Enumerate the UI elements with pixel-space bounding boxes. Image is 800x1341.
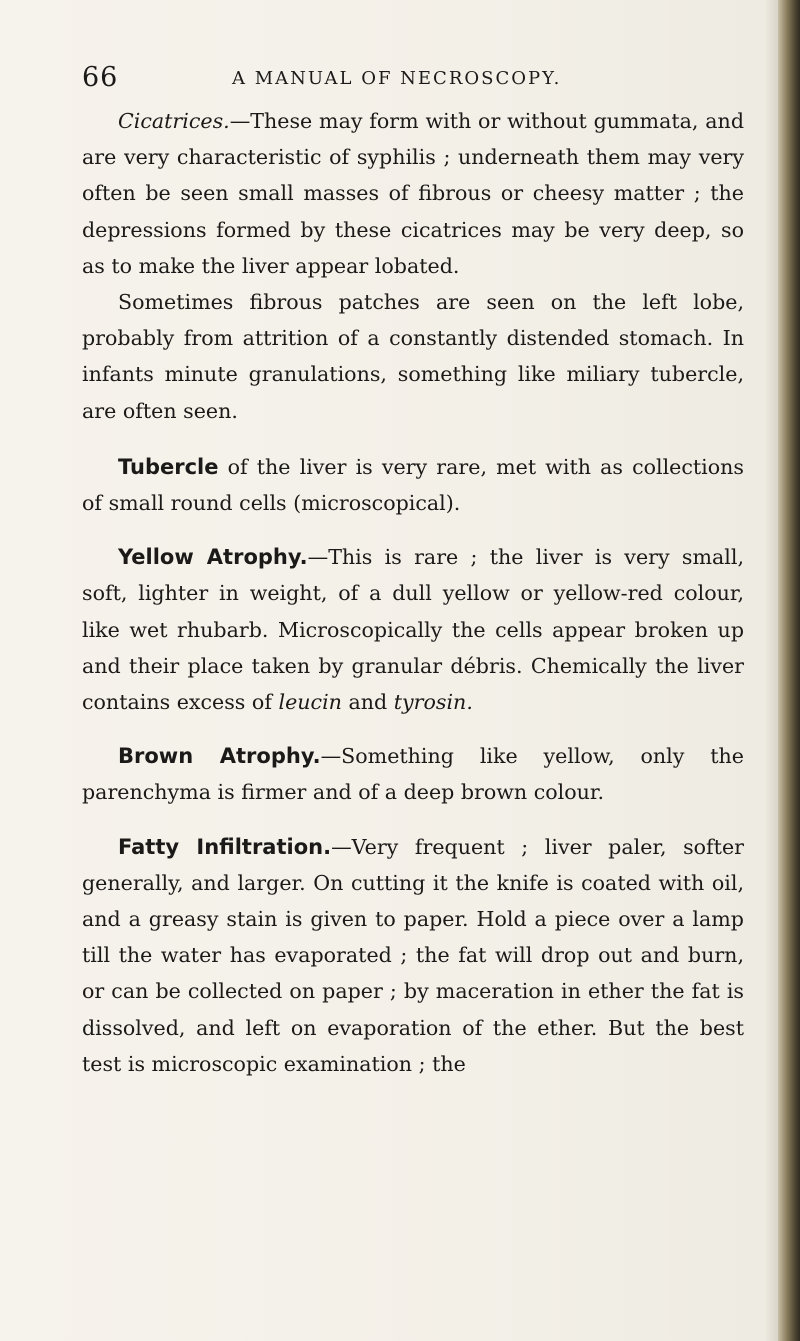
paragraph-tubercle xyxy=(82,449,744,521)
text-fatty-infiltration: —Very frequent ; liver paler, softer generally, and larger. On cutting it the knife is coated with oil, and a greasy stain is given to paper. Hold a piece over a lamp till the water has evaporated ; the fat will drop out and burn, or can be collected on paper ; by maceration in ether the fat is dissolved, and left on evaporation of the ether. But the best test is microscopic examination ; the xyxy=(82,834,744,1076)
heading-brown-atrophy: Brown Atrophy. xyxy=(118,744,321,769)
book-spine-edge xyxy=(778,0,800,1341)
term-leucin: leucin xyxy=(278,690,342,715)
heading-fatty-infiltration: Fatty Infiltration. xyxy=(118,834,332,859)
paragraph-brown-atrophy xyxy=(82,738,744,810)
text-brown-atrophy: —Something like yellow, only the parenchyma is firmer and of a deep brown colour. xyxy=(82,744,744,805)
paragraph-yellow-atrophy xyxy=(82,539,744,720)
page-header xyxy=(82,62,742,96)
text-yellow-atrophy: —This is rare ; the liver is very small, soft, lighter in weight, of a dull yellow or yellow-red colour, like wet rhubarb. Microscopically the cells appear broken up and their place taken by granular débris. Chemically the liver contains excess of xyxy=(82,545,744,715)
running-title: A MANUAL OF NECROSCOPY. xyxy=(232,68,562,89)
paragraph-cicatrices xyxy=(82,103,744,284)
term-tyrosin: tyrosin. xyxy=(393,690,473,715)
heading-yellow-atrophy: Yellow Atrophy. xyxy=(118,545,308,570)
page-edge-shadow xyxy=(764,0,778,1341)
text-fibrous-patches: Sometimes fibrous patches are seen on the left lobe, probably from attrition of a constantly distended stomach. In infants minute granulations, something like miliary tubercle, are often seen. xyxy=(82,290,744,423)
text-and: and xyxy=(341,690,394,715)
paragraph-fatty-infiltration xyxy=(82,829,744,1082)
paragraph-fibrous-patches xyxy=(82,284,744,429)
text-tubercle: of the liver is very rare, met with as collections of small round cells (microscopical). xyxy=(82,454,744,516)
page-number: 66 xyxy=(82,62,119,93)
text-cicatrices: —These may form with or without gummata, and are very characteristic of syphilis ; underneath them may very often be seen small masses of fibrous or cheesy matter ; the depressions formed by these cicatrices may be very deep, so as to make the liver appear lobated. xyxy=(82,109,744,278)
page-body xyxy=(82,103,744,1082)
heading-tubercle: Tubercle xyxy=(118,454,219,479)
heading-cicatrices: Cicatrices. xyxy=(118,109,230,133)
